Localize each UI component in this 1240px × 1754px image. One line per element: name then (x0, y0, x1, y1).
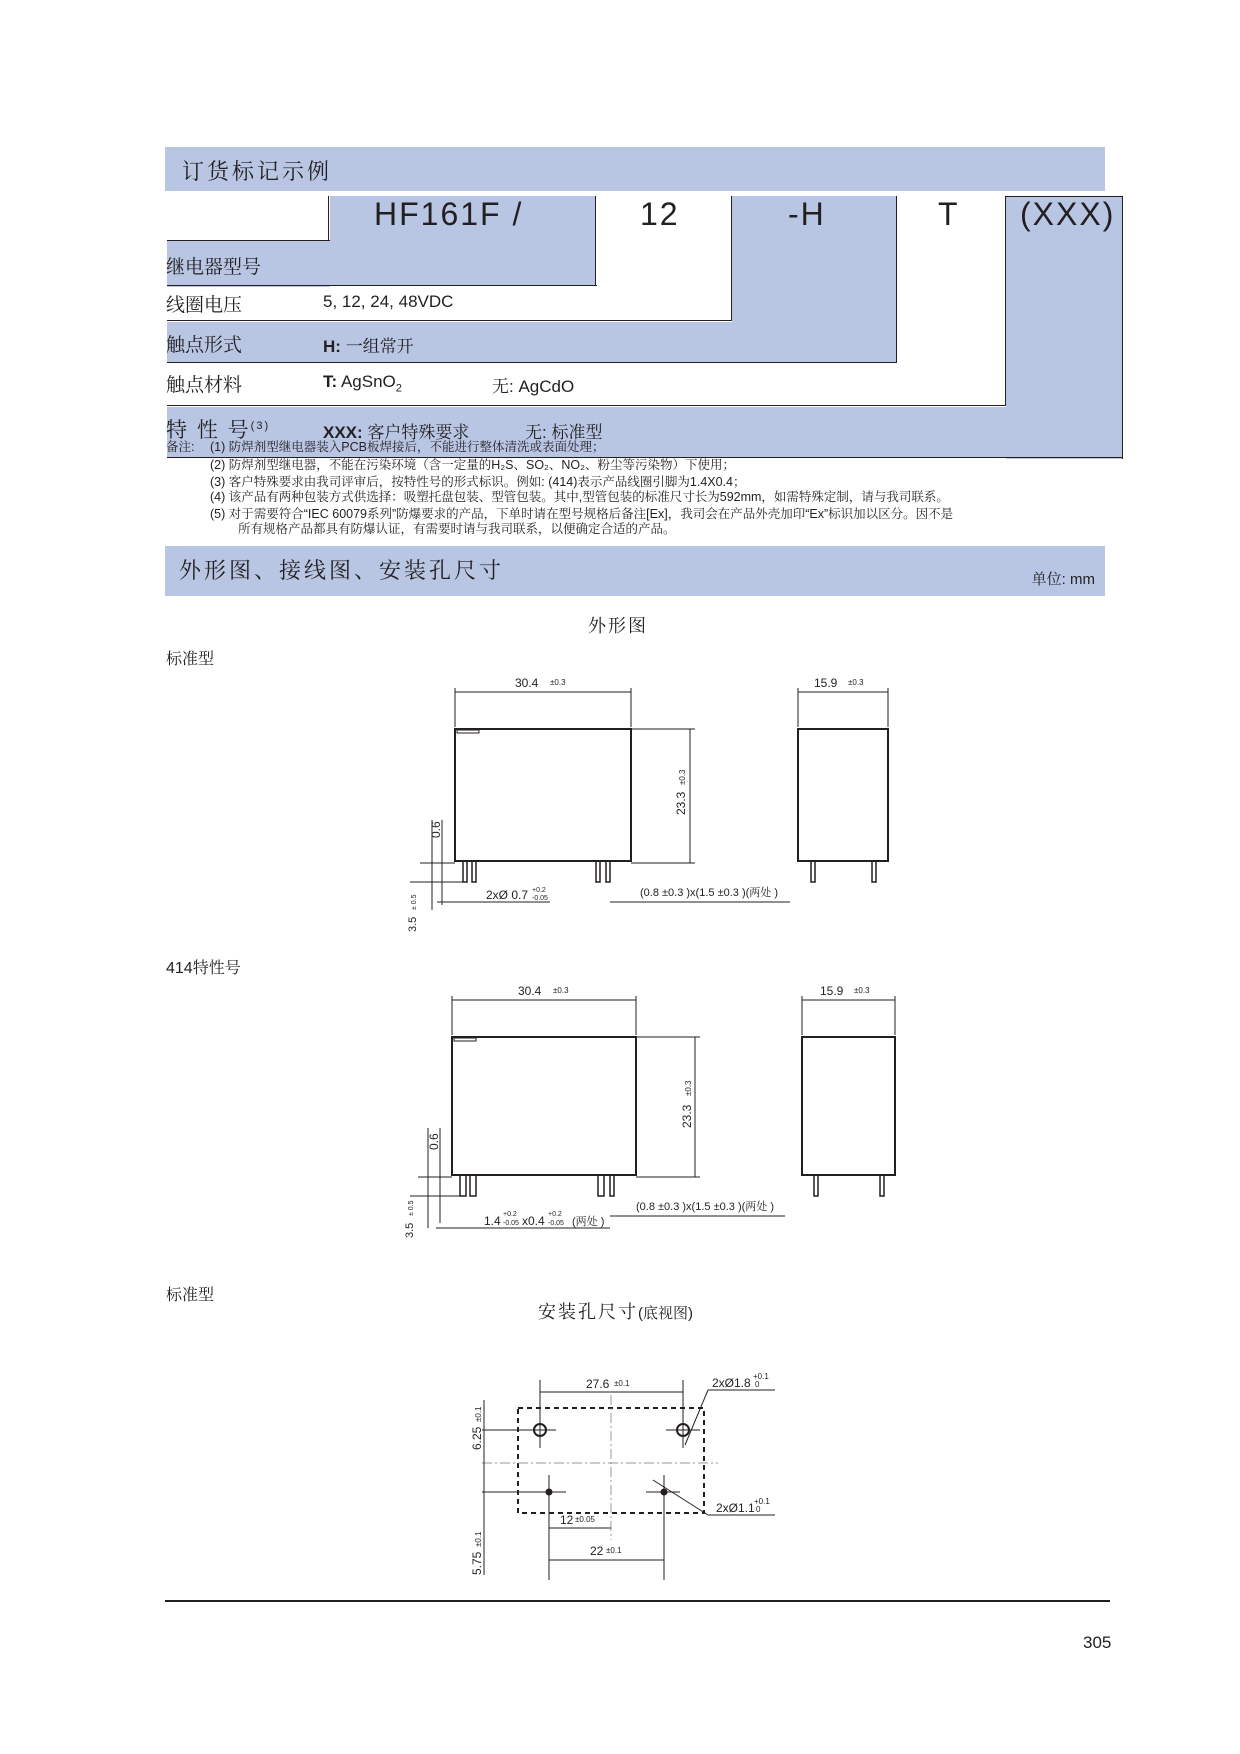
note-2: (2) 防焊剂型继电器，不能在污染环境（含一定量的H₂S、SO₂、NO₂、粉尘等污染物）下使用； (210, 457, 735, 472)
svg-text:-0.05: -0.05 (548, 1220, 564, 1227)
note-1: 备注: (1) 防焊剂型继电器装入PCB板焊接后，不能进行整体清洗或表面处理； (166, 440, 605, 454)
page-number: 305 (1083, 1633, 1112, 1652)
divider (896, 196, 897, 363)
unit-label: 单位: mm (1031, 571, 1095, 588)
ordering-section-title: 订货标记示例 (182, 159, 333, 184)
svg-text:+0.2: +0.2 (503, 1211, 517, 1218)
svg-text:15.9: 15.9 (820, 984, 844, 998)
svg-text:1.4: 1.4 (484, 1214, 501, 1228)
svg-text:(0.8 ±0.3 )x(1.5 ±0.3 )(两处 ): (0.8 ±0.3 )x(1.5 ±0.3 )(两处 ) (640, 887, 778, 899)
code-voltage: 12 (640, 196, 680, 232)
svg-text:30.4: 30.4 (515, 676, 539, 690)
code-contact-form: -H (788, 196, 826, 232)
svg-text:23.3: 23.3 (674, 791, 688, 815)
dimensions-section-title: 外形图、接线图、安装孔尺寸 (179, 558, 505, 583)
row-label-contact-material: 触点材料 (166, 375, 243, 396)
row-value-coil-voltage: 5, 12, 24, 48VDC (323, 292, 454, 311)
outline-drawing-414 (400, 978, 920, 1248)
row-label-model: 继电器型号 (166, 257, 262, 278)
note-5: (5) 对于需要符合“IEC 60079系列”防爆要求的产品，下单时请在型号规格后备注[Ex]，我司会在产品外壳加印“Ex”标识加以区分。因不是 (210, 507, 954, 521)
divider (167, 362, 897, 363)
svg-text:-0.05: -0.05 (503, 1220, 519, 1227)
svg-text:+0.1: +0.1 (753, 1372, 769, 1381)
svg-text:2xØ1.8: 2xØ1.8 (712, 1376, 751, 1390)
svg-text:±0.1: ±0.1 (474, 1406, 483, 1422)
svg-text:22: 22 (590, 1544, 604, 1558)
svg-text:23.3: 23.3 (680, 1104, 694, 1128)
ordering-section-header (165, 147, 1105, 191)
outline-caption: 外形图 (588, 616, 648, 636)
note-5-cont: 所有规格产品都具有防爆认证，有需要时请与我司联系，以便确定合适的产品。 (238, 521, 676, 536)
type-414-label: 414特性号 (166, 960, 241, 977)
note-3: (3) 客户特殊要求由我司评审后，按特性号的形式标识。例如: (414)表示产品线圈引脚为1.4X0.4； (210, 475, 746, 489)
code-contact-material: T (938, 196, 960, 232)
svg-text:0: 0 (755, 1380, 760, 1389)
svg-text:-0.05: -0.05 (532, 895, 548, 902)
footer-rule (165, 1600, 1110, 1602)
notes-block (166, 440, 953, 536)
svg-text:0: 0 (756, 1505, 761, 1514)
svg-text:(两处 ): (两处 ) (572, 1216, 605, 1228)
standard-type-label: 标准型 (166, 651, 215, 668)
svg-text:± 0.5: ± 0.5 (411, 894, 418, 910)
svg-text:±0.3: ±0.3 (684, 1080, 693, 1096)
row-value-special: XXX: 客户特殊要求 (323, 423, 470, 442)
svg-text:±0.3: ±0.3 (553, 986, 569, 995)
svg-text:±0.1: ±0.1 (474, 1531, 483, 1547)
mount-caption: 安装孔尺寸(底视图) (538, 1302, 693, 1322)
svg-text:+0.1: +0.1 (754, 1497, 770, 1506)
svg-text:30.4: 30.4 (518, 984, 542, 998)
note-4: (4) 该产品有两种包装方式供选择：吸塑托盘包装、型管包装。其中,型管包装的标准尺寸长为592mm，如需特殊定制，请与我司联系。 (210, 489, 949, 504)
code-special: (XXX) (1020, 196, 1116, 232)
code-box-special (1006, 196, 1123, 459)
row-label-special: 特 性 号$^{(3)}$ (166, 419, 271, 442)
svg-text:±0.3: ±0.3 (854, 986, 870, 995)
row-alt-contact-material: 无: AgCdO (492, 377, 575, 396)
svg-text:x0.4: x0.4 (522, 1214, 545, 1228)
svg-text:2xØ 0.7: 2xØ 0.7 (486, 888, 529, 902)
svg-text:± 0.5: ± 0.5 (408, 1200, 415, 1216)
code-model: HF161F / (374, 196, 524, 232)
svg-text:3.5: 3.5 (407, 916, 419, 932)
row-value-contact-material: T: AgSnO$_2$ (323, 372, 402, 395)
svg-text:6.25: 6.25 (470, 1426, 484, 1450)
divider (167, 320, 732, 321)
svg-text:12: 12 (560, 1513, 574, 1527)
row-label-coil-voltage: 线圈电压 (166, 295, 243, 316)
svg-text:27.6: 27.6 (586, 1377, 610, 1391)
contact-form-row (167, 322, 896, 362)
svg-text:±0.1: ±0.1 (606, 1546, 622, 1555)
svg-text:±0.3: ±0.3 (550, 678, 566, 687)
mounting-hole-drawing (460, 1360, 800, 1580)
row-alt-special: 无: 标准型 (525, 423, 603, 442)
dimensions-section-header (165, 546, 1105, 596)
svg-text:±0.05: ±0.05 (575, 1515, 595, 1524)
mount-standard-label: 标准型 (166, 1287, 215, 1304)
svg-text:5.75: 5.75 (470, 1551, 484, 1575)
svg-text:±0.3: ±0.3 (678, 769, 687, 785)
svg-text:±0.3: ±0.3 (848, 678, 864, 687)
svg-text:2xØ1.1: 2xØ1.1 (716, 1501, 755, 1515)
row-value-contact-form: H: 一组常开 (323, 337, 414, 356)
outline-drawing-standard (400, 670, 920, 940)
divider (595, 196, 596, 286)
divider (167, 285, 597, 286)
svg-text:3.5: 3.5 (404, 1222, 416, 1238)
svg-text:+0.2: +0.2 (548, 1211, 562, 1218)
svg-text:0.6: 0.6 (429, 821, 443, 838)
svg-text:+0.2: +0.2 (532, 887, 546, 894)
svg-text:0.6: 0.6 (427, 1133, 441, 1150)
divider (167, 405, 1007, 406)
svg-text:(0.8 ±0.3 )x(1.5 ±0.3 )(两处 ): (0.8 ±0.3 )x(1.5 ±0.3 )(两处 ) (636, 1201, 774, 1213)
row-label-contact-form: 触点形式 (166, 335, 243, 356)
svg-text:±0.1: ±0.1 (614, 1379, 630, 1388)
svg-text:15.9: 15.9 (814, 676, 838, 690)
divider (328, 196, 329, 241)
